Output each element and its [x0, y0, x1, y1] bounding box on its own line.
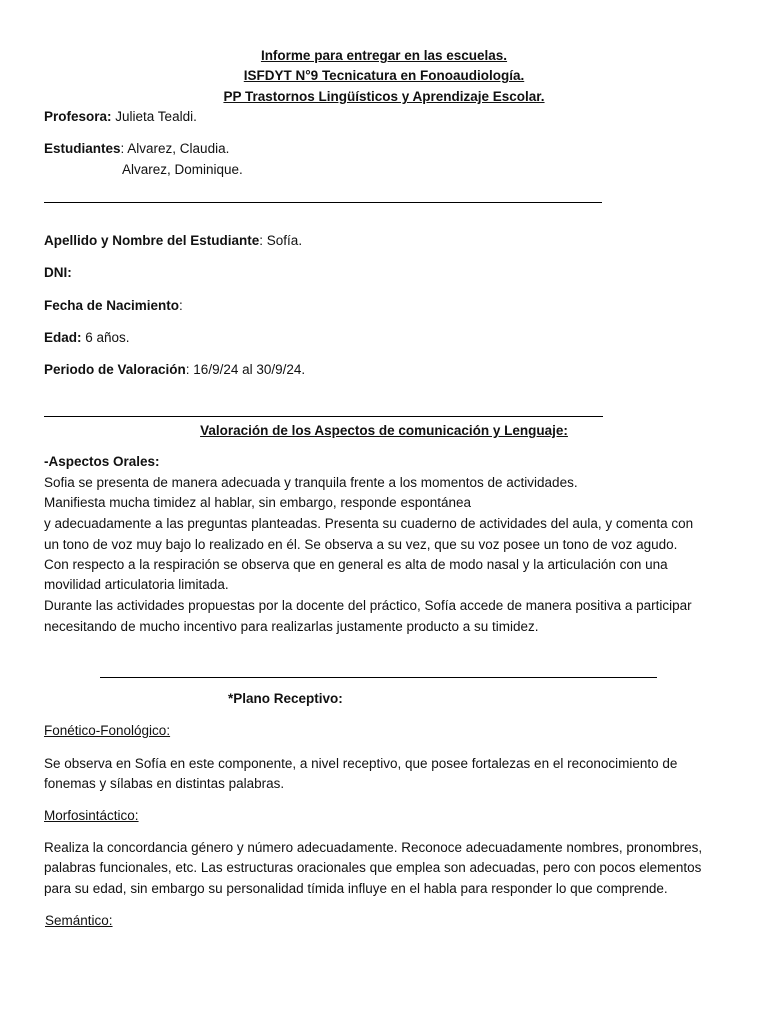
nombre-line — [44, 231, 302, 251]
semantico-title: Semántico: — [45, 913, 113, 928]
morfosintactico-line: Realiza la concordancia género y número adecuadamente. Reconoce adecuadamente nombres, pronombres, — [44, 840, 703, 855]
profesora-line — [44, 107, 197, 127]
estudiantes-value-2: Alvarez, Dominique. — [122, 162, 243, 177]
estudiantes-label: Estudiantes — [44, 141, 121, 156]
periodo-line — [44, 360, 305, 380]
edad-line — [44, 328, 130, 348]
valoracion-title: Valoración de los Aspectos de comunicación y Lenguaje: — [200, 423, 568, 438]
aspectos-orales-line: un tono de voz muy bajo lo realizado en él. Se observa a su vez, que su voz posee un tono de voz agudo. — [44, 537, 678, 552]
morfosintactico-line: palabras funcionales, etc. Las estructuras oracionales que emplea son adecuadas, pero con pocos elementos — [44, 860, 702, 875]
morfosintactico-title: Morfosintáctico: — [44, 808, 139, 823]
edad-label: Edad: — [44, 330, 82, 345]
plano-receptivo-title: *Plano Receptivo: — [228, 691, 343, 706]
divider — [44, 416, 603, 417]
aspectos-orales-line: Manifiesta mucha timidez al hablar, sin embargo, responde espontánea — [44, 495, 472, 510]
periodo-value: : 16/9/24 al 30/9/24. — [185, 362, 306, 377]
aspectos-orales-line: Con respecto a la respiración se observa que en general es alta de modo nasal y la articulación con una — [44, 557, 668, 572]
fonetico-line: fonemas y sílabas en distintas palabras. — [44, 776, 285, 791]
fecha-label: Fecha de Nacimiento — [44, 298, 180, 313]
periodo-label: Periodo de Valoración — [44, 362, 186, 377]
edad-value: 6 años. — [81, 330, 130, 345]
aspectos-orales-line: y adecuadamente a las preguntas planteadas. Presenta su cuaderno de actividades del aula, y comenta con — [44, 516, 694, 531]
header-title-line1: Informe para entregar en las escuelas. — [260, 48, 508, 63]
aspectos-orales-line: Sofia se presenta de manera adecuada y tranquila frente a los momentos de actividades. — [44, 475, 578, 490]
nombre-value: : Sofía. — [259, 233, 303, 248]
profesora-value: Julieta Tealdi. — [111, 109, 197, 124]
header-title-line3: PP Trastornos Lingüísticos y Aprendizaje Escolar. — [223, 89, 545, 104]
morfosintactico-line: para su edad, sin embargo su personalidad tímida influye en el habla para responder lo que comprende. — [44, 881, 668, 896]
header-title-line2: ISFDYT N°9 Tecnicatura en Fonoaudiología. — [243, 68, 525, 83]
fecha-value: : — [179, 298, 183, 313]
divider — [44, 202, 602, 203]
dni-line — [44, 263, 72, 283]
fonetico-line: Se observa en Sofía en este componente, a nivel receptivo, que posee fortalezas en el reconocimiento de — [44, 756, 678, 771]
fonetico-fonologico-title: Fonético-Fonológico: — [44, 723, 171, 738]
aspectos-orales-line: movilidad articulatoria limitada. — [44, 577, 229, 592]
dni-label: DNI: — [44, 265, 72, 280]
aspectos-orales-title: -Aspectos Orales: — [44, 454, 160, 469]
estudiantes-line — [44, 139, 229, 159]
nombre-label: Apellido y Nombre del Estudiante — [44, 233, 260, 248]
aspectos-orales-line: necesitando de mucho incentivo para realizarlas justamente producto a su timidez. — [44, 619, 539, 634]
aspectos-orales-line: Durante las actividades propuestas por la docente del práctico, Sofía accede de manera positiva a participar — [44, 598, 692, 613]
fecha-line — [44, 296, 183, 316]
estudiantes-value-1: : Alvarez, Claudia. — [120, 141, 230, 156]
divider — [100, 677, 657, 678]
profesora-label: Profesora: — [44, 109, 112, 124]
